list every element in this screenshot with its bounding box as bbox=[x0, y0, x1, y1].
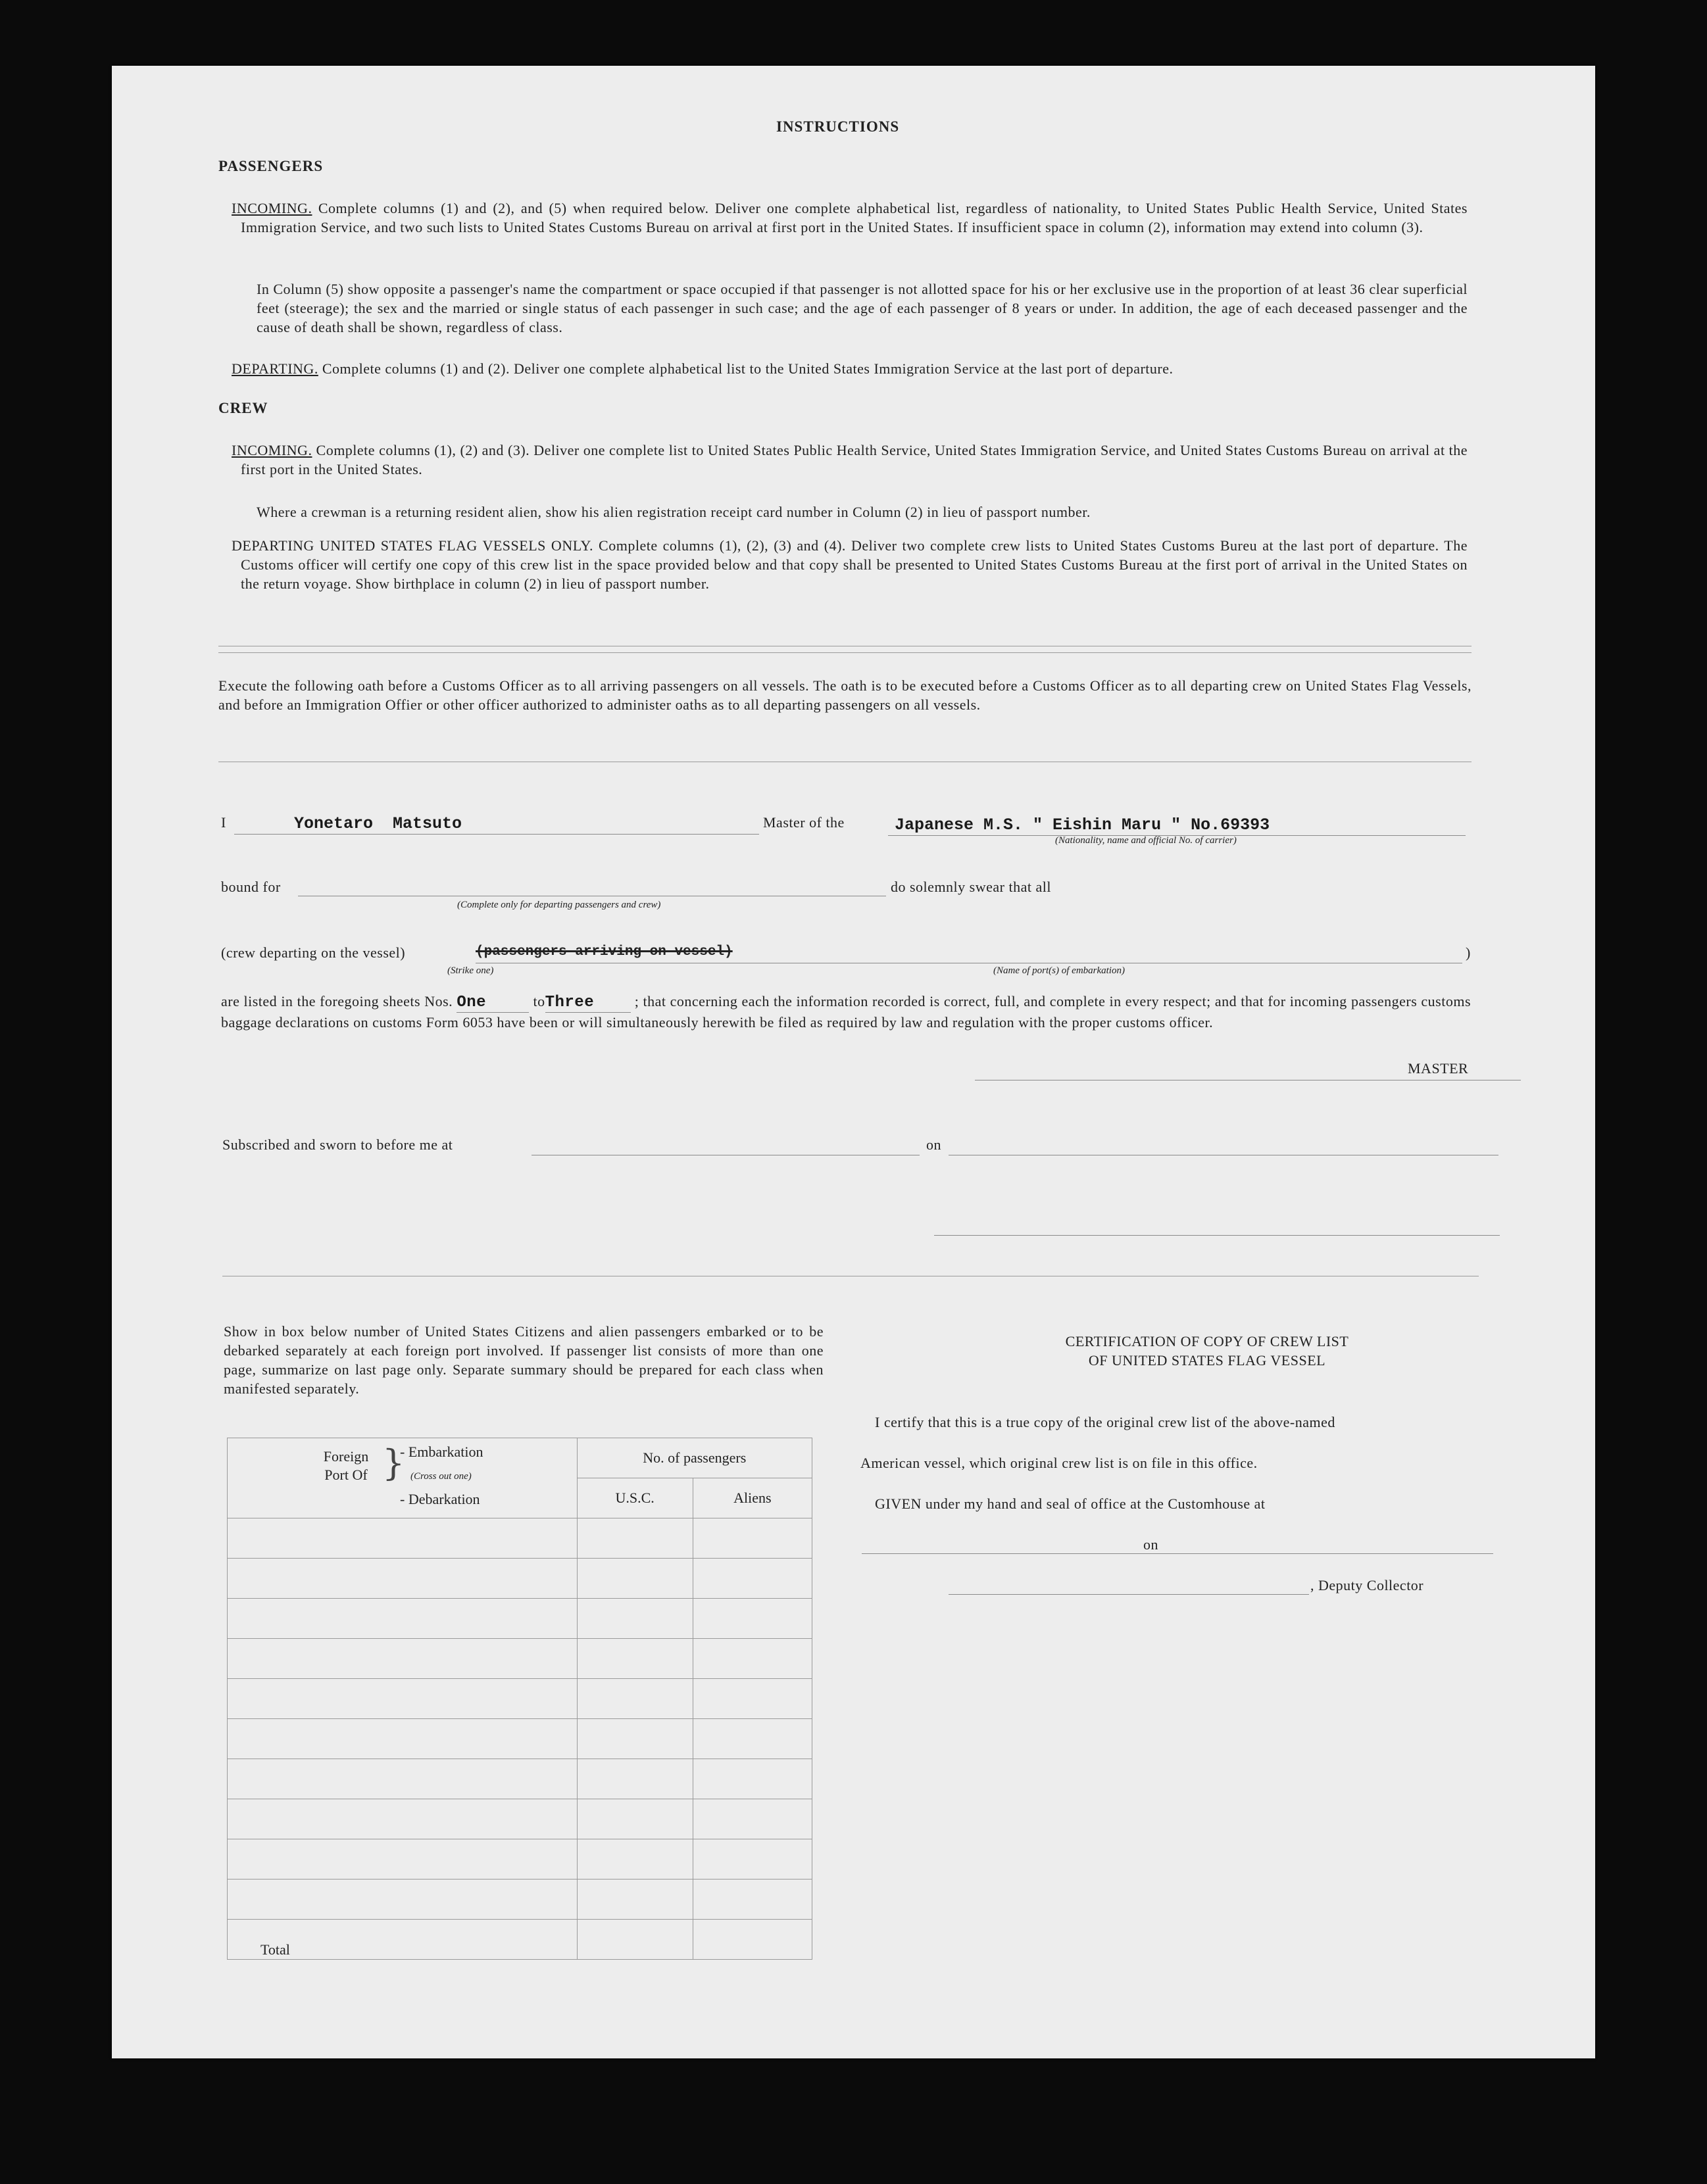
aliens-header: Aliens bbox=[693, 1478, 812, 1518]
close-paren: ) bbox=[1466, 944, 1471, 961]
aliens-cell[interactable] bbox=[693, 1559, 812, 1599]
passengers-departing-text: Complete columns (1) and (2). Deliver one complete alphabetical list to the United States Immigration Service at the last port of departure. bbox=[318, 360, 1174, 377]
certification-title bbox=[888, 1332, 1526, 1370]
table-row bbox=[228, 1518, 812, 1559]
usc-cell[interactable] bbox=[577, 1518, 693, 1559]
struck-out-text: (passengers arriving on vessel) bbox=[476, 944, 733, 959]
table-row bbox=[228, 1759, 812, 1799]
resident-alien-paragraph: Where a crewman is a returning resident alien, show his alien registration receipt card number in Column (2) in lieu of passport number. bbox=[257, 504, 1091, 520]
table-row bbox=[228, 1880, 812, 1920]
embarkation-label: - Embarkation bbox=[400, 1444, 483, 1460]
certification-line1: I certify that this is a true copy of the original crew list of the above-named bbox=[875, 1414, 1335, 1430]
passengers-departing-paragraph bbox=[232, 359, 1468, 378]
aliens-total-cell[interactable] bbox=[693, 1920, 812, 1960]
master-name-field-line bbox=[234, 834, 759, 835]
table-row bbox=[228, 1839, 812, 1880]
sheet-from-value[interactable]: One bbox=[457, 993, 529, 1013]
port-cell[interactable] bbox=[228, 1639, 578, 1679]
certification-line2: American vessel, which original crew list is on file in this office. bbox=[860, 1455, 1258, 1471]
usc-cell[interactable] bbox=[577, 1679, 693, 1719]
aliens-cell[interactable] bbox=[693, 1679, 812, 1719]
crew-departing-paragraph bbox=[232, 536, 1468, 593]
total-label: Total bbox=[228, 1920, 578, 1960]
passengers-heading: PASSENGERS bbox=[218, 158, 324, 174]
aliens-cell[interactable] bbox=[693, 1639, 812, 1679]
usc-cell[interactable] bbox=[577, 1799, 693, 1839]
deputy-collector-label: , Deputy Collector bbox=[1310, 1577, 1424, 1593]
crew-incoming-text: Complete columns (1), (2) and (3). Deliver one complete list to United States Public Health Service, United States Immigration Service, and United States Customs Bureau on arrival at the first port in the United States. bbox=[241, 442, 1468, 477]
listed-paragraph bbox=[221, 992, 1471, 1032]
table-row bbox=[228, 1639, 812, 1679]
port-cell[interactable] bbox=[228, 1839, 578, 1880]
certification-title-line1: CERTIFICATION OF COPY OF CREW LIST bbox=[1065, 1333, 1349, 1349]
table-row bbox=[228, 1679, 812, 1719]
aliens-cell[interactable] bbox=[693, 1799, 812, 1839]
deputy-collector-signature-line[interactable] bbox=[949, 1594, 1309, 1595]
port-cell[interactable] bbox=[228, 1759, 578, 1799]
table-row bbox=[228, 1719, 812, 1759]
master-name-value[interactable]: Yonetaro Matsuto bbox=[294, 814, 462, 833]
passengers-incoming-label: INCOMING. bbox=[232, 200, 312, 216]
sheet-to-value[interactable]: Three bbox=[545, 993, 631, 1013]
port-cell[interactable] bbox=[228, 1719, 578, 1759]
crew-incoming-paragraph bbox=[232, 441, 1468, 479]
passenger-summary-table bbox=[227, 1438, 812, 1960]
summary-instructions: Show in box below number of United States Citizens and alien passengers embarked or to be debarked separately at each foreign port involved. If passenger list consists of more than one page, summarize on last page only. Separate summary should be prepared for each class when manifested separately. bbox=[224, 1323, 824, 1397]
usc-cell[interactable] bbox=[577, 1639, 693, 1679]
usc-total-cell[interactable] bbox=[577, 1920, 693, 1960]
total-row bbox=[228, 1920, 812, 1960]
swear-text: do solemnly swear that all bbox=[891, 879, 1051, 895]
master-label: MASTER bbox=[1408, 1060, 1469, 1077]
certification-title-line2: OF UNITED STATES FLAG VESSEL bbox=[1088, 1352, 1326, 1369]
foreign-port-of-label: Foreign Port Of bbox=[323, 1448, 369, 1483]
port-cell[interactable] bbox=[228, 1799, 578, 1839]
divider-line bbox=[218, 652, 1472, 653]
customhouse-date-line[interactable] bbox=[862, 1553, 1493, 1554]
port-header-cell bbox=[228, 1438, 578, 1518]
usc-cell[interactable] bbox=[577, 1719, 693, 1759]
crew-departing-vessel-label: (crew departing on the vessel) bbox=[221, 944, 406, 961]
passengers-incoming-paragraph bbox=[232, 199, 1468, 237]
certification-on-label: on bbox=[1138, 1536, 1164, 1553]
to-label: to bbox=[533, 993, 545, 1009]
bound-for-label: bound for bbox=[221, 879, 281, 895]
crew-incoming-label: INCOMING. bbox=[232, 442, 312, 458]
aliens-cell[interactable] bbox=[693, 1518, 812, 1559]
oath-i-label: I bbox=[221, 814, 226, 831]
instructions-title: INSTRUCTIONS bbox=[776, 118, 900, 135]
port-cell[interactable] bbox=[228, 1679, 578, 1719]
form-page bbox=[112, 66, 1595, 2058]
ports-caption: (Name of port(s) of embarkation) bbox=[993, 965, 1125, 976]
debarkation-label: - Debarkation bbox=[400, 1491, 480, 1507]
brace-icon: } bbox=[382, 1442, 405, 1484]
vessel-name-value[interactable]: Japanese M.S. " Eishin Maru " No.69393 bbox=[895, 815, 1270, 835]
crew-heading: CREW bbox=[218, 400, 268, 416]
usc-header: U.S.C. bbox=[577, 1478, 693, 1518]
aliens-cell[interactable] bbox=[693, 1839, 812, 1880]
table-row bbox=[228, 1799, 812, 1839]
aliens-cell[interactable] bbox=[693, 1719, 812, 1759]
bound-for-caption: (Complete only for departing passengers and crew) bbox=[457, 900, 661, 910]
master-of-the-label: Master of the bbox=[763, 814, 845, 831]
column5-paragraph: In Column (5) show opposite a passenger's name the compartment or space occupied if that passenger is not allotted space for his or her exclusive use in the proportion of at least 36 clear superficial feet (steerage); the sex and the married or single status of each passenger in such case; and the age of each passenger of 8 years or under. In addition, the age of each deceased passenger and the cause of death shall be shown, regardless of class. bbox=[257, 281, 1468, 335]
passengers-incoming-text: Complete columns (1) and (2), and (5) when required below. Deliver one complete alphabetical list, regardless of nationality, to United States Public Health Service, United States Immigration Service, and two such lists to United States Customs Bureau on arrival at first port in the United States. If insufficient space in column (2), information may extend into column (3). bbox=[241, 200, 1468, 235]
certify-text: ; that concerning each the information recorded is correct, full, and complete in every respect; and that for incoming passengers customs baggage declarations on customs Form 6053 have been or will simultaneously herewith be filed as required by law and regulation with the proper customs officer. bbox=[221, 993, 1472, 1031]
oath-intro-paragraph: Execute the following oath before a Customs Officer as to all arriving passengers on all vessels. The oath is to be executed before a Customs Officer as to all departing crew on United States Flag Vessels, and before an Immigration Offier or other officer authorized to administer oaths as to all departing passengers on all vessels. bbox=[218, 677, 1472, 713]
usc-cell[interactable] bbox=[577, 1880, 693, 1920]
aliens-cell[interactable] bbox=[693, 1759, 812, 1799]
aliens-cell[interactable] bbox=[693, 1599, 812, 1639]
subscribed-label: Subscribed and sworn to before me at bbox=[222, 1136, 453, 1153]
strike-caption: (Strike one) bbox=[447, 965, 494, 976]
port-cell[interactable] bbox=[228, 1599, 578, 1639]
usc-cell[interactable] bbox=[577, 1839, 693, 1880]
crew-departing-text: Complete columns (1), (2), (3) and (4). Deliver two complete crew lists to United States Customs Bureu at the last port of departure. The Customs officer will certify one copy of this crew list in the space provided below and that copy shall be presented to United States Customs Bureau at the first port of arrival in the United States on the return voyage. Show birthplace in column (2) in lieu of passport number. bbox=[241, 537, 1468, 592]
certification-line3: GIVEN under my hand and seal of office at the Customhouse at bbox=[875, 1495, 1266, 1512]
port-cell[interactable] bbox=[228, 1518, 578, 1559]
table-row bbox=[228, 1599, 812, 1639]
subscribed-on-label: on bbox=[926, 1136, 941, 1153]
officer-signature-line[interactable] bbox=[934, 1235, 1500, 1236]
listed-label: are listed in the foregoing sheets Nos. bbox=[221, 993, 453, 1009]
cross-out-caption: (Cross out one) bbox=[410, 1471, 472, 1482]
port-cell[interactable] bbox=[228, 1880, 578, 1920]
port-cell[interactable] bbox=[228, 1559, 578, 1599]
usc-cell[interactable] bbox=[577, 1759, 693, 1799]
crew-departing-label: DEPARTING UNITED STATES FLAG VESSELS ONLY. bbox=[232, 537, 593, 554]
usc-cell[interactable] bbox=[577, 1559, 693, 1599]
table-row bbox=[228, 1559, 812, 1599]
vessel-caption: (Nationality, name and official No. of carrier) bbox=[1055, 835, 1237, 846]
no-of-passengers-header: No. of passengers bbox=[577, 1438, 812, 1478]
passengers-departing-label: DEPARTING. bbox=[232, 360, 318, 377]
aliens-cell[interactable] bbox=[693, 1880, 812, 1920]
usc-cell[interactable] bbox=[577, 1599, 693, 1639]
